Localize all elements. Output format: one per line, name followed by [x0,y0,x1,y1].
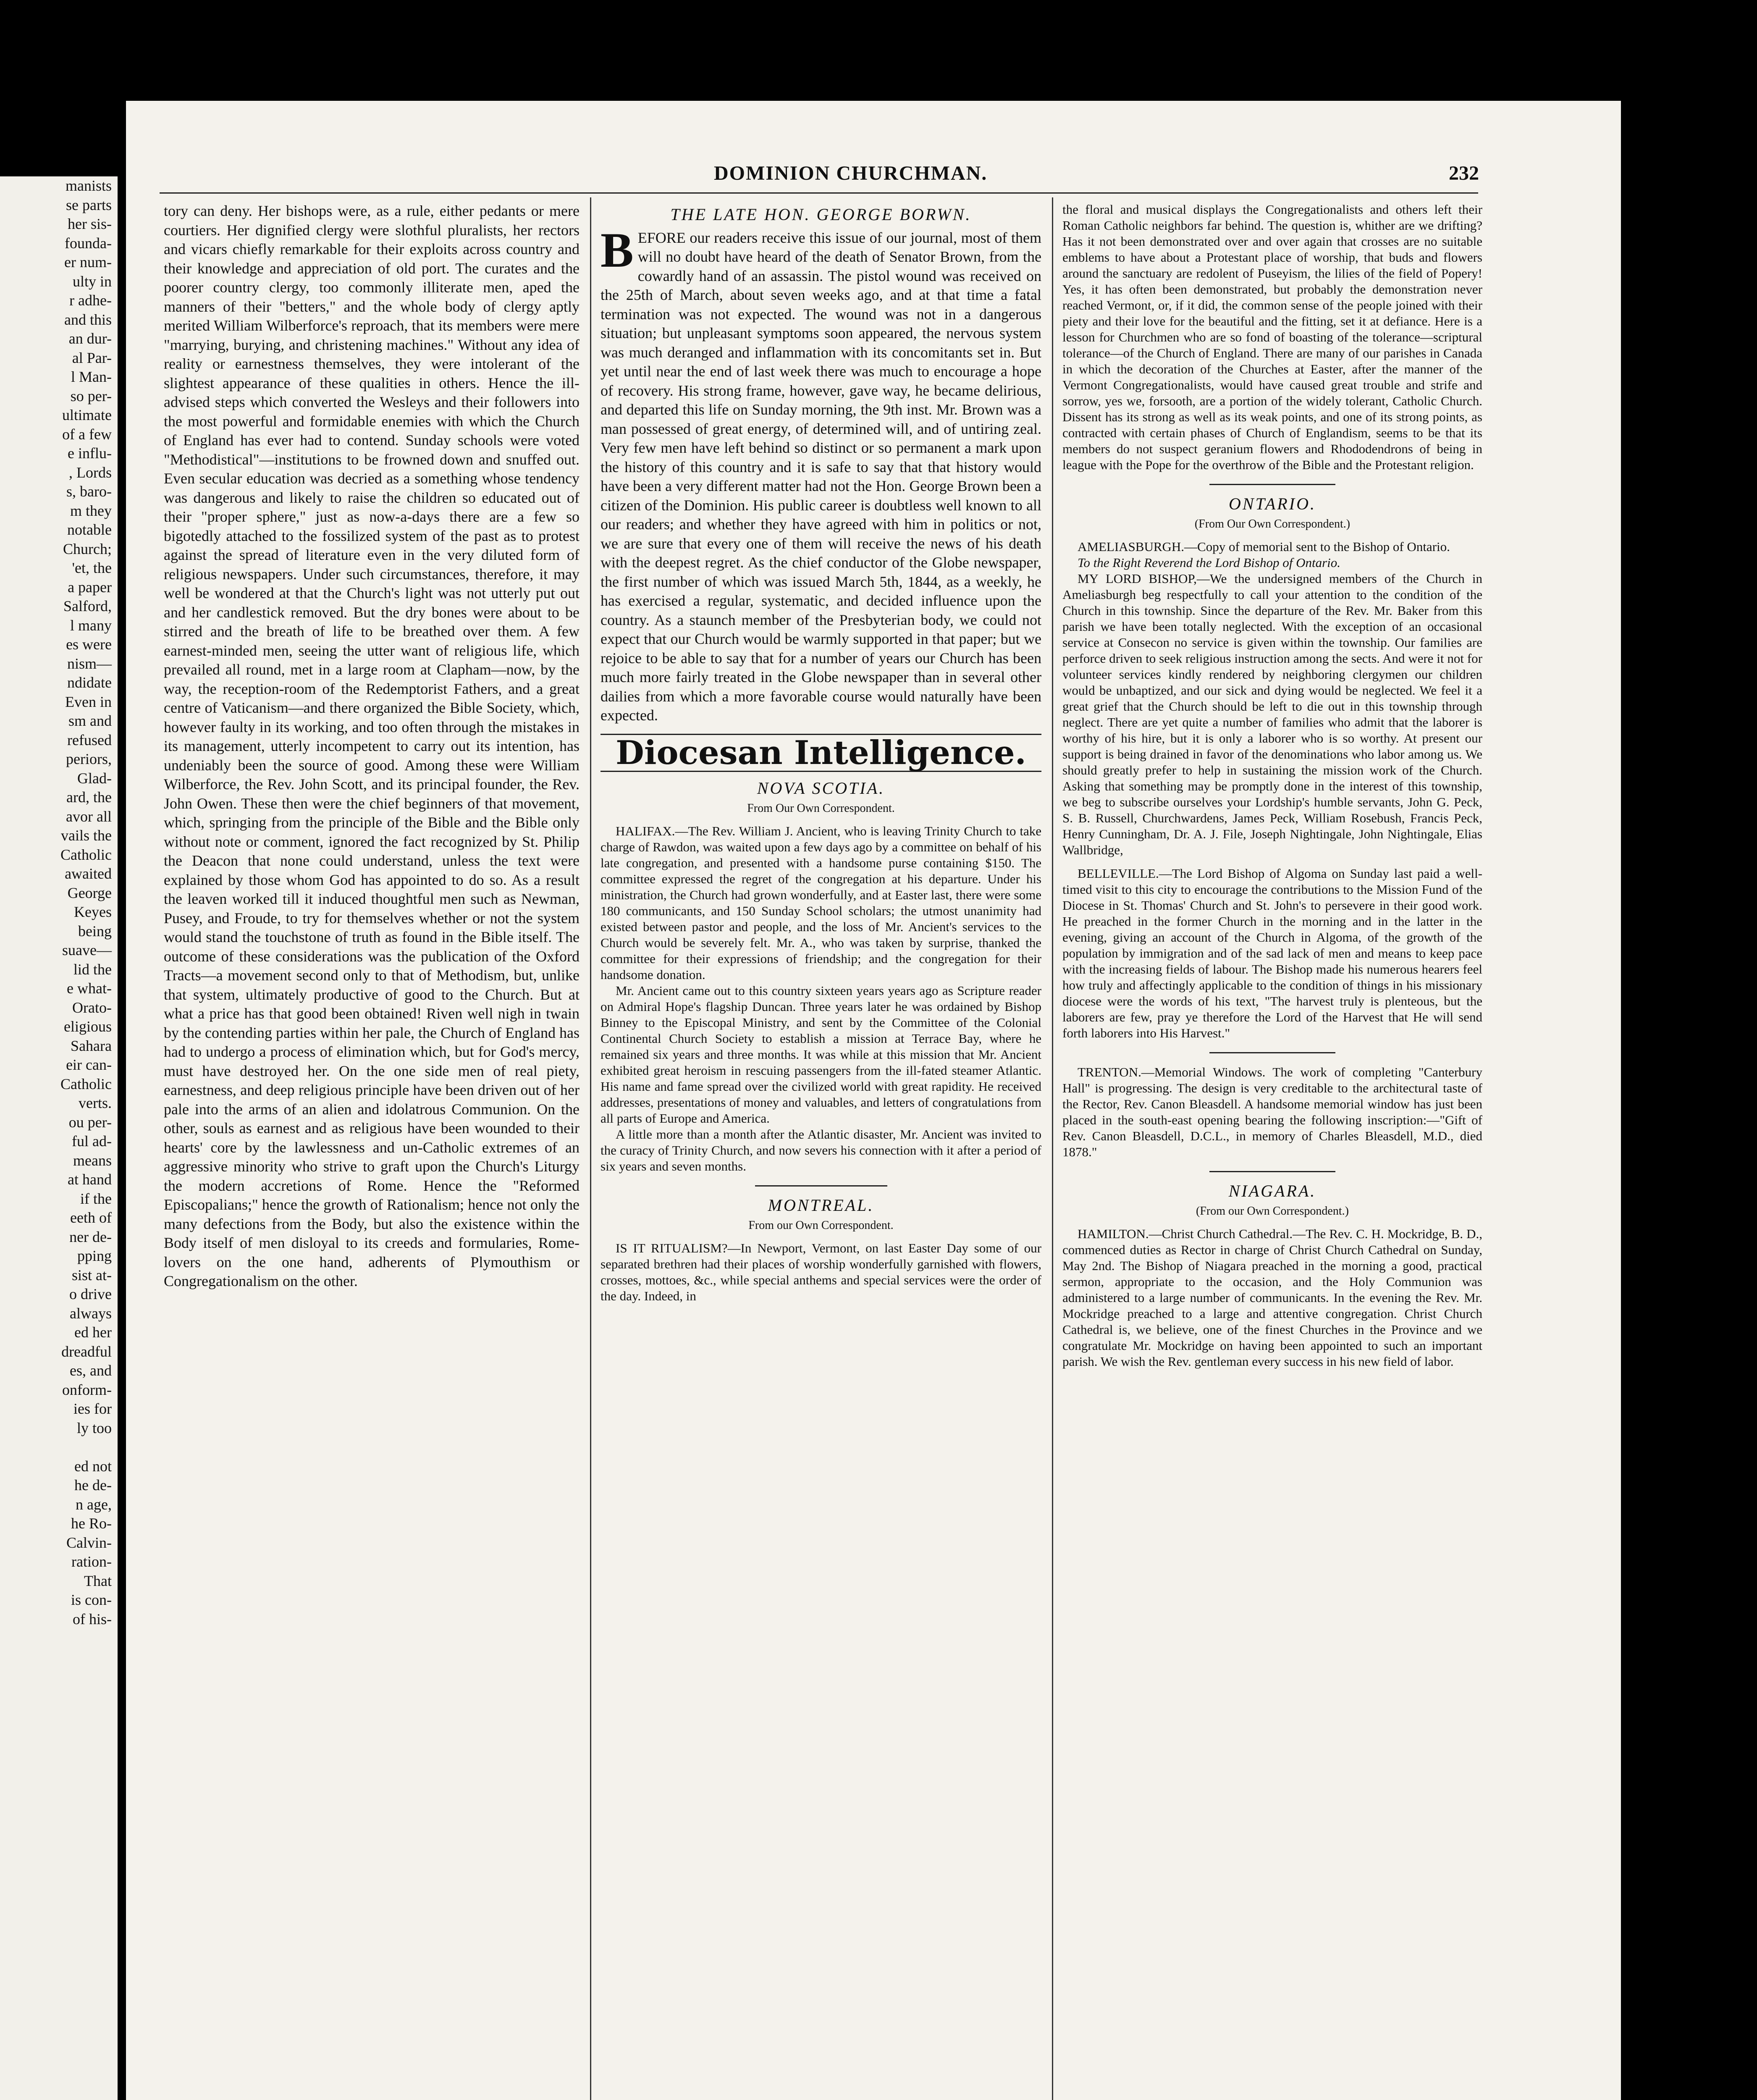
previous-page-fragment: al Par- [72,349,112,366]
continuation-text: the floral and musical displays the Congregationalists and others left their Roman Catholic neighbors far behind. The question is, whither are we drifting? Has it not been demonstrated over and over again that crosses are no suitable emblems to have about a Protestant place of worship, that buds and flowers around the sanctuary are redolent of Puseyism, the lilies of the field of Popery! Yes, it has often been demonstrated, but probably the demonstration never reached Vermont, or, if it did, the common sense of the people joined with their piety and their love for the beautiful and the fitting, set it at defiance. Here is a lesson for Churchmen who are so fond of boasting of the tolerance—scriptural tolerance—of the Church of England. There are many of our parishes in Canada in which the decoration of the Churches at Easter, after the manner of the Vermont Congregationalists, would have caused great trouble and strife and sorrow, yes we, forsooth, are a portion of the widely tolerant, Catholic Church. Dissent has its strong as well as its weak points, and one of its strong points, as contracted with certain phases of Church of Englandism, seems to be that its members do not suspect geranium flowers and Rhododendrons of being in league with the Pope for the overthrow of the Bible and the Protestant religion. [1062,202,1482,472]
previous-page-fragment: onform- [62,1381,112,1398]
previous-page-fragment: That [84,1572,112,1589]
previous-page-fragment: er num- [64,254,112,270]
previous-page-fragment: so per- [70,387,112,404]
previous-page-fragment: Orato- [72,999,112,1016]
column-divider-1 [590,197,591,2100]
previous-page-fragment [0,1438,118,1457]
memorial-text: MY LORD BISHOP,—We the undersigned members of the Church in Ameliasburgh beg respectfully to call your attention to the condition of the Church in this township. Since the departure of the Rev. Mr. Baker from this parish we have been totally neglected. With the exception of an occasional service at Consecon no service is given within the township. Our families are perforce driven to seek religious instruction among the sects. And were it not for volunteer services kindly rendered by neighboring clergymen our children would be unbaptized, and our sick and dying would be neglected. We feel it a great grief that the Church should be left to die out in this township through neglect. There are yet quite a number of families who admit that the laborer is worthy of his hire, but it is only a laborer who is so worthy. At present our support is being drained in favor of the denominations who labor among us. We should greatly prefer to help in sustaining the mission work of the Church. Asking that something may be promptly done in the interest of this township, we beg to subscribe ourselves your Lordship's humble servants, John G. Peck, S. B. Russell, Churchwardens, James Peck, William Rosebush, Francis Peck, Henry Cunningham, Dr. A. J. File, Joseph Nightingale, John Nightingale, Elias Wallbridge, [1062,571,1482,857]
previous-page-fragment: he Ro- [71,1515,112,1532]
previous-page-fragment: l many [70,617,112,634]
previous-page-fragment: l Man- [71,368,112,385]
previous-page-fragment: avor all [66,808,112,825]
page-number: 232 [1449,162,1479,184]
previous-page-fragment: e what- [67,980,112,997]
previous-page-fragment: he de- [74,1477,112,1494]
nova-scotia-paragraph: HALIFAX.—The Rev. William J. Ancient, who is leaving Trinity Church to take charge of Rawdon, was waited upon a few days ago by a committee on behalf of his late congregation, and presented with a handsome purse containing $150. The committee expressed the regret of the congregation at his departure. Under his ministration, the Church had grown wonderfully, and at Easter last, there were some 180 communicants, and 150 Sunday School scholars; the utmost unanimity had existed between pastor and people, and the loss of Mr. Ancient's services to the Church would be severely felt. Mr. A., who was taken by surprise, thanked the committee for their expressions of friendship; and the congregation for their handsome donation. [601,824,1041,982]
nova-scotia-correspondent: From Our Own Correspondent. [747,802,895,815]
previous-page-fragment: periors, [66,751,112,767]
previous-page-fragment: r adhe- [69,292,112,309]
previous-page-fragment: Keyes [74,903,112,920]
previous-page-fragment: ed her [74,1324,112,1341]
previous-page-strip [0,176,118,2100]
montreal-heading: MONTREAL. [768,1196,874,1215]
previous-page-fragment: Church; [63,540,112,557]
previous-page-fragment: ly too [76,1419,112,1436]
previous-page-fragment: o drive [69,1286,112,1302]
previous-page-fragment: ndidate [67,674,112,691]
column-1 [164,202,580,1291]
column-3 [1062,202,1482,1370]
previous-page-fragment: pping [77,1247,112,1264]
divider-rule [1209,1171,1335,1172]
previous-page-fragment: Glad- [77,769,112,787]
column-1-text: tory can deny. Her bishops were, as a rule, either pedants or mere courtiers. Her dignified clergy were slothful pluralists, her rectors and vicars chiefly remarkable for their exploits across country and their knowledge and appreciation of old port. The curates and the poorer country clergy, too commonly illiterate men, aped the manners of their "betters," and the whole body of clergy aptly merited William Wilberforce's reproach, that its members were mere "marrying, burying, and christening machines." Without any idea of reality or earnestness themselves, they were intolerant of the slightest appearance of these qualities in others. Hence the ill-advised steps which converted the Wesleys and their followers into the most powerful and formidable enemies with which the Church of England has ever had to contend. Sunday schools were voted "Methodistical"—institutions to be frowned down and snuffed out. Even secular education was decried as a something whose tendency was dangerous and likely to raise the children so educated out of their "proper sphere," just as now-a-days there are a few so bigotedly attached to the fossilized system of the past as to protest against the spread of literature even in the very diluted form of religious newspapers. Under such circumstances, therefore, it may well be wondered at that the Church's light was not utterly put out and her candlestick removed. But the dry bones were about to be stirred and the breath of life to be breathed over them. A few earnest-minded men, seeing the utter want of religious life, which prevailed all round, met in a large room at Clapham—now, by the way, the reception-room of the Redemptorist Fathers, and a great centre of Vaticanism—and there organized the Bible Society, which, however faulty in its working, and too often through the mistakes in its management, utterly incompetent to carry out its intention, has undeniably been the source of good. Among these were William Wilberforce, the Rev. John Scott, and its principal founder, the Rev. John Owen. These then were the chief beginners of that movement, which, springing from the principle of the Bible and the Bible only without note or comment, ignored the fact recognized by St. Philip the Deacon that none could understand, unless the text were explained by those whom God has appointed to do so. As a result the leaven worked till it induced thoughtful men such as Newman, Pusey, and Froude, to try for themselves whether or not the system would stand the touchstone of truth as found in the Bible itself. The outcome of these considerations was the publication of the Oxford Tracts—a movement second only to that of Methodism, but, unlike that system, ultimately productive of good to the Church. But at what a price has that good been obtained! Riven well nigh in twain by the contending parties within her pale, the Church of England has had to undergo a process of elimination which, but for God's mercy, must have destroyed her. On the one side men of real piety, earnestness, and deep religious principle have been driven out of her pale into the arms of an alien and idolatrous Communion. On the other, souls as earnest and as religious have been wounded to their hearts' core by the lawlessness and un-Catholic extremes of an aggressive minority who strive to graft upon the Church's Liturgy the modern accretions of Rome. Hence the "Reformed Episcopalians;" hence the growth of Rationalism; hence not only the many defections from the Body, but also the existence within the Body itself of men disloyal to its creeds and formularies, Rome-lovers on the one hand, adherents of Plymouthism or Congregationalism on the other. [164,202,580,1289]
nova-scotia-heading: NOVA SCOTIA. [757,779,885,798]
previous-page-fragment: an dur- [68,330,112,347]
previous-page-fragment: Calvin- [66,1534,112,1551]
previous-page-fragment: refused [67,731,112,748]
previous-page-fragment: manists [65,177,112,194]
divider-rule [1209,484,1335,485]
divider-rule [1209,1052,1335,1053]
memorial-salutation: To the Right Reverend the Lord Bishop of Ontario. [1078,555,1340,570]
previous-page-fragment: if the [80,1190,112,1207]
previous-page-fragment: at hand [68,1171,112,1188]
column-divider-2 [1052,197,1053,2100]
previous-page-fragment: Sahara [71,1037,112,1054]
previous-page-fragment: Salford, [63,598,112,614]
previous-page-fragment: , Lords [69,464,112,481]
header-rule [160,192,1478,194]
previous-page-fragment: ed not [74,1457,112,1475]
previous-page-fragment: and this [64,311,112,328]
previous-page-fragment: ou per- [68,1113,112,1131]
previous-page-fragment: ultimate [62,407,112,423]
previous-page-fragment: eir can- [66,1056,112,1073]
previous-page-fragment: se parts [66,196,112,213]
niagara-heading: NIAGARA. [1228,1181,1316,1200]
previous-page-fragment: of his- [73,1610,112,1628]
previous-page-fragment: being [78,922,112,940]
previous-page-fragment: a paper [68,578,112,596]
previous-page-fragment: George [67,884,112,901]
ameliasburgh-intro: AMELIASBURGH.—Copy of memorial sent to the Bishop of Ontario. [1078,539,1450,554]
article-body [601,222,1041,725]
previous-page-fragment: eligious [64,1018,112,1035]
montreal-paragraph: IS IT RITUALISM?—In Newport, Vermont, on last Easter Day some of our separated brethren had their places of worship wonderfully garnished with flowers, crosses, mottoes, &c., while special anthems and special services were the order of the day. Indeed, in [601,1241,1041,1303]
belleville-paragraph: BELLEVILLE.—The Lord Bishop of Algoma on Sunday last paid a well-timed visit to this city to encourage the contributions to the Mission Fund of the Diocese in St. Thomas' Church and St. John's to persevere in their good work. He preached in the former Church in the morning and in the latter in the evening, giving an account of the Church in Algoma, of the growth of the population by immigration and of the sad lack of men and means to keep pace with the increasing fields of labour. The Bishop made his numerous hearers feel how truly and affectingly applicable to the condition of things in his missionary diocese were the words of his text, "The harvest truly is plenteous, but the laborers are few, pray ye therefore the Lord of the Harvest that He will send forth laborers into His Harvest." [1062,866,1482,1040]
nova-scotia-paragraph: Mr. Ancient came out to this country sixteen years years ago as Scripture reader on Admiral Hope's flagship Duncan. Three years later he was ordained by Bishop Binney to the Episcopal Ministry, and sent by the Committee of the Colonial Continental Church Society to establish a mission at Terrace Bay, where he remained six years and three months. It was while at this mission that Mr. Ancient exhibited great heroism in rescuing passengers from the ill-fated steamer Atlantic. His name and fame spread over the civilized world with great rapidity. He received addresses, presentations of money and valuables, and letters of congratulations from all parts of Europe and America. [601,983,1041,1126]
previous-page-fragment: lid the [73,961,112,978]
previous-page-fragment: e influ- [68,445,112,462]
article-text: EFORE our readers receive this issue of our journal, most of them will no doubt have heard of the death of Senator Brown, from the cowardly hand of an assassin. The pistol wound was received on the 25th of March, about seven weeks ago, and at that time a fatal termination was not expected. The wound was not in a dangerous situation; but unpleasant symptoms soon appeared, the nervous system was much deranged and inflammation with its concomitants set in. But yet until near the end of last week there was much to encourage a hope of recovery. His strong frame, however, gave way, he became delirious, and departed this life on Sunday morning, the 9th inst. Mr. Brown was a man possessed of great energy, of determined will, and of untiring zeal. Very few men have left behind so distinct or so permanent a mark upon the history of this country and it is safe to say that that history would have been a very different matter had not the Hon. George Brown been a citizen of the Dominion. His public career is doubtless well known to all our readers; and whether they have agreed with him in politics or not, we are sure that every one of them will receive the news of his death with the deepest regret. As the chief conductor of the Globe newspaper, the first number of which was issued March 5th, 1844, as a weekly, he has exercised a regular, systematic, and decided influence upon the country. As a staunch member of the Presbyterian body, we could not expect that our Church would be warmly supported in that paper; but we rejoice to be able to say that for a number of years our Church has been much more fairly treated in the Globe newspaper than in several other dailies from which a more favorable course would naturally have been expected. [601,229,1041,724]
previous-page-fragment: ard, the [66,789,112,806]
previous-page-fragment: 'et, the [72,559,112,576]
previous-page-fragment: sm and [68,712,112,729]
previous-page-fragment: ner de- [69,1228,112,1245]
previous-page-fragment: nism— [67,655,112,672]
previous-page-fragment: n age, [76,1496,112,1513]
ontario-heading: ONTARIO. [1229,494,1316,513]
previous-page-fragment: es were [66,636,112,653]
previous-page-fragment: ration- [71,1553,112,1570]
previous-page-fragment: founda- [65,234,112,252]
previous-page-fragment: eeth of [70,1209,112,1226]
hamilton-paragraph: HAMILTON.—Christ Church Cathedral.—The Rev. C. H. Mockridge, B. D., commenced duties as Rector in charge of Christ Church Cathedral on Sunday, May 2nd. The Bishop of Niagara preached in the morning a good, practical sermon, appropriate to the occasion, and the Holy Communion was administered to a large number of communicants. In the evening the Rev. Mr. Mockridge preached to a large and attentive congregation. Christ Church Cathedral is, we believe, one of the finest Churches in the Province and we congratulate Mr. Mockridge on having been appointed to such an important parish. We wish the Rev. gentleman every success in his new field of labor. [1062,1226,1482,1369]
previous-page-fragment: m they [70,502,112,519]
previous-page-fragment: of a few [62,425,112,443]
previous-page-fragment: suave— [62,942,112,958]
previous-page-fragment: is con- [71,1591,112,1608]
divider-rule [755,1185,887,1186]
drop-cap: B [601,222,634,278]
previous-page-fragment: ulty in [72,273,112,290]
previous-page-fragment: her sis- [68,215,112,232]
previous-page-fragment: awaited [65,865,112,882]
previous-page-fragment: ful ad- [72,1133,112,1150]
previous-page-fragment: vails the [61,827,112,844]
montreal-correspondent: From our Own Correspondent. [748,1219,894,1232]
ontario-correspondent: (From Our Own Correspondent.) [1194,517,1351,530]
trenton-paragraph: TRENTON.—Memorial Windows. The work of completing "Canterbury Hall" is progressing. The design is very creditable to the architectural taste of the Rector, Rev. Canon Bleasdell. A handsome memorial window has just been placed in the south-east opening bearing the following inscription:—"Gift of Rev. Canon Bleasdell, D.C.L., in memory of Charles Bleasdell, M.D., died 1878." [1062,1065,1482,1159]
nova-scotia-paragraph: A little more than a month after the Atlantic disaster, Mr. Ancient was invited to the curacy of Trinity Church, and now severs his connection with it after a period of six years and seven months. [601,1127,1041,1173]
previous-page-fragment: notable [67,521,112,538]
previous-page-fragment: ies for [73,1400,112,1417]
previous-page-fragment: always [70,1305,112,1322]
column-2 [601,202,1041,1304]
previous-page-fragment: sist at- [72,1266,112,1284]
nova-scotia-block [601,780,1041,1304]
article-title: THE LATE HON. GEORGE BORWN. [670,205,972,224]
section-title: Diocesan Intelligence. [616,733,1026,772]
previous-page-fragment: es, and [70,1362,112,1379]
previous-page-fragment: Catholic [60,846,112,863]
previous-page-fragment: verts. [79,1095,112,1111]
page-header-title: DOMINION CHURCHMAN. [714,162,988,184]
previous-page-fragment: Catholic [60,1075,112,1092]
niagara-correspondent: (From our Own Correspondent.) [1196,1205,1349,1218]
previous-page-fragment: means [73,1152,112,1169]
previous-page-fragment: dreadful [61,1343,112,1360]
previous-page-fragment: s, baro- [66,483,112,500]
previous-page-fragment: Even in [65,693,112,710]
